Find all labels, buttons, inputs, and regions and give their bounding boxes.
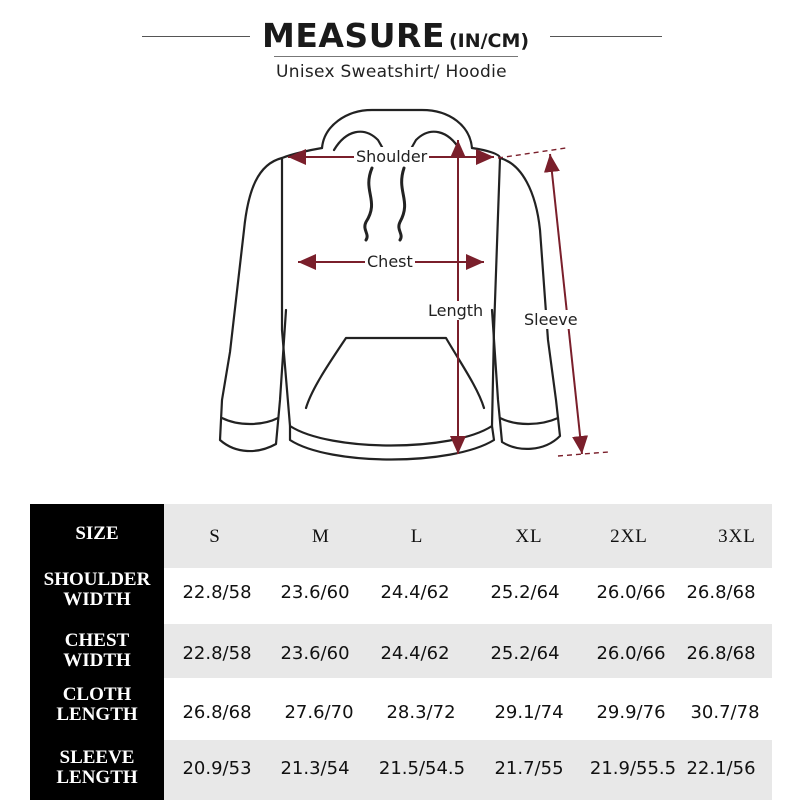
drawstring-left <box>365 168 372 240</box>
waistband <box>290 426 494 460</box>
table-cell: 29.1/74 <box>494 702 564 723</box>
title-rule-left <box>142 36 250 37</box>
sleeve-label: Sleeve <box>524 310 578 329</box>
body-right-outline <box>472 148 500 426</box>
row-label-line: SLEEVE <box>59 747 135 768</box>
row-label-line: SHOULDER <box>43 569 151 590</box>
table-cell: 21.7/55 <box>494 758 564 779</box>
table-cell: 25.2/64 <box>490 582 560 603</box>
table-cell: 22.1/56 <box>686 758 756 779</box>
row-label-line: WIDTH <box>63 589 131 610</box>
table-cell: 26.8/68 <box>686 582 756 603</box>
size-cell: 3XL <box>718 526 756 547</box>
size-cell: XL <box>515 526 543 547</box>
sleeve-guide-bottom <box>558 452 608 456</box>
table-cell: 20.9/53 <box>182 758 252 779</box>
size-header: SIZE <box>75 523 119 544</box>
table-cell: 22.8/58 <box>182 582 252 603</box>
page-subtitle: Unisex Sweatshirt/ Hoodie <box>276 62 507 82</box>
table-cell: 21.3/54 <box>280 758 350 779</box>
row-label-line: LENGTH <box>56 767 138 788</box>
title-rule-right <box>550 36 662 37</box>
row-label-line: LENGTH <box>56 704 138 725</box>
left-cuff <box>222 418 278 424</box>
table-cell: 26.8/68 <box>686 643 756 664</box>
size-row-band <box>164 504 772 568</box>
row-label-line: WIDTH <box>63 650 131 671</box>
table-cell: 21.9/55.5 <box>589 758 677 779</box>
table-cell: 29.9/76 <box>596 702 666 723</box>
size-chart-table <box>30 504 772 800</box>
table-cell: 24.4/62 <box>380 582 450 603</box>
row-label-line: CHEST <box>64 630 130 651</box>
table-cell: 30.7/78 <box>690 702 760 723</box>
table-cell: 28.3/72 <box>386 702 456 723</box>
row-label-line: CLOTH <box>62 684 132 705</box>
table-cell: 26.0/66 <box>596 582 666 603</box>
hoodie-diagram <box>0 100 800 480</box>
table-cell: 26.8/68 <box>182 702 252 723</box>
subtitle-rule <box>274 56 518 57</box>
table-cell: 23.6/60 <box>280 582 350 603</box>
row-label-sleeve <box>30 748 164 788</box>
size-cell: L <box>410 526 424 547</box>
table-cell: 23.6/60 <box>280 643 350 664</box>
shoulder-label: Shoulder <box>356 147 428 166</box>
length-label: Length <box>428 301 484 320</box>
size-cell: M <box>312 526 330 547</box>
page-title <box>262 16 529 55</box>
header <box>0 0 800 90</box>
table-cell: 24.4/62 <box>380 643 450 664</box>
size-cell: 2XL <box>610 526 648 547</box>
title-unit: (IN/CM) <box>448 30 530 52</box>
row-label-shoulder <box>30 570 164 610</box>
right-cuff <box>500 418 558 424</box>
size-cell: S <box>209 526 221 547</box>
right-sleeve-outline <box>492 158 560 449</box>
row-label-cloth <box>30 685 164 725</box>
drawstring-right <box>399 168 405 240</box>
title-text: MEASURE <box>262 16 445 55</box>
table-cell: 21.5/54.5 <box>378 758 466 779</box>
left-sleeve-outline <box>220 158 286 451</box>
chest-label: Chest <box>367 252 413 271</box>
table-cell: 22.8/58 <box>182 643 252 664</box>
row-label-chest <box>30 631 164 671</box>
table-cell: 26.0/66 <box>596 643 666 664</box>
table-cell: 25.2/64 <box>490 643 560 664</box>
sleeve-arrow <box>550 154 582 454</box>
hood-outline <box>322 110 472 148</box>
table-cell: 27.6/70 <box>284 702 354 723</box>
sleeve-guide-top <box>498 148 566 158</box>
